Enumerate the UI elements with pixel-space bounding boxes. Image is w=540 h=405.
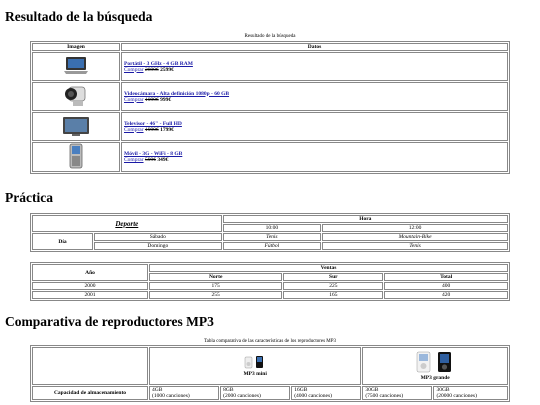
total-cell: 420 xyxy=(384,291,508,299)
activity-cell: Tenis xyxy=(223,233,322,241)
day-header: Día xyxy=(32,233,93,250)
buy-link[interactable]: Comprar xyxy=(124,96,144,103)
mp3-mini-icon xyxy=(244,355,266,369)
year-header: Año xyxy=(32,264,148,281)
mp3-comparison-table xyxy=(30,345,510,402)
sports-schedule-table xyxy=(30,213,510,252)
table-row xyxy=(32,291,508,299)
day-cell: Domingo xyxy=(94,242,222,250)
hour-header: Hora xyxy=(223,215,508,223)
product-data-cell xyxy=(121,52,508,81)
table-row xyxy=(32,233,508,241)
table-row xyxy=(32,82,508,111)
old-price: 2899€ xyxy=(144,66,159,73)
table-row xyxy=(32,282,508,290)
product-data-cell xyxy=(121,112,508,141)
mp3-grande-label: MP3 grande xyxy=(420,375,450,381)
year-cell: 2000 xyxy=(32,282,148,290)
search-results-table xyxy=(30,41,510,174)
sport-header: Deporte xyxy=(32,215,222,232)
songs-count: (2000 canciones) xyxy=(223,393,261,399)
sur-cell: 225 xyxy=(283,282,383,290)
hour-cell: 12:00 xyxy=(322,224,508,232)
buy-link[interactable]: Comprar xyxy=(124,126,144,133)
laptop-icon xyxy=(63,56,89,76)
table-row xyxy=(32,142,508,172)
column-header-norte: Norte xyxy=(149,273,282,281)
norte-cell: 175 xyxy=(149,282,282,290)
search-results-heading: Resultado de la búsqueda xyxy=(5,9,153,24)
table-row xyxy=(32,52,508,81)
product-data-cell xyxy=(121,142,508,172)
product-link[interactable]: Móvil - 3G - WiFi - 8 GB xyxy=(124,151,183,157)
capacity-cell xyxy=(291,386,361,400)
practice-heading: Práctica xyxy=(5,190,53,205)
new-price: 2599€ xyxy=(160,66,174,73)
norte-cell: 255 xyxy=(149,291,282,299)
capacity-cell xyxy=(362,386,432,400)
day-cell: Sábado xyxy=(94,233,222,241)
activity-cell: Mountain-Bike xyxy=(322,233,508,241)
product-data-cell xyxy=(121,82,508,111)
row-header-capacity: Capacidad de almacenamiento xyxy=(32,386,148,400)
sur-cell: 165 xyxy=(283,291,383,299)
column-header-sur: Sur xyxy=(283,273,383,281)
sales-table xyxy=(30,262,510,301)
sales-header: Ventas xyxy=(149,264,508,272)
column-header-data: Datos xyxy=(121,43,508,51)
old-price: 1999€ xyxy=(144,126,159,133)
hour-cell: 10:00 xyxy=(223,224,322,232)
capacity-cell xyxy=(220,386,290,400)
capacity-cell xyxy=(149,386,219,400)
activity-cell: Tenis xyxy=(322,242,508,250)
search-results-caption: Resultado de la búsqueda xyxy=(244,34,296,39)
product-link[interactable]: Portátil - 3 GHz - 4 GB RAM xyxy=(124,60,193,67)
table-row xyxy=(32,112,508,141)
phone-icon xyxy=(69,143,83,169)
capacity-value: 16GB xyxy=(294,387,308,393)
product-image-cell xyxy=(32,112,120,141)
songs-count: (1000 canciones) xyxy=(152,393,190,399)
column-header-image: Imagen xyxy=(32,43,120,51)
old-price: 1099€ xyxy=(144,96,159,103)
mp3-comparison-heading: Comparativa de reproductores MP3 xyxy=(5,314,214,329)
mp3-grande-icon xyxy=(413,351,457,373)
new-price: 1799€ xyxy=(160,126,174,133)
mp3-mini-header xyxy=(149,347,361,385)
capacity-cell xyxy=(433,386,508,400)
television-icon xyxy=(62,115,90,137)
new-price: 999€ xyxy=(160,96,172,103)
old-price: 599€ xyxy=(144,157,156,163)
capacity-value: 4GB xyxy=(152,387,163,393)
product-link[interactable]: Televisor - 46" - Full HD xyxy=(124,120,182,127)
product-image-cell xyxy=(32,142,120,172)
mp3-mini-label: MP3 mini xyxy=(243,371,267,377)
buy-link[interactable]: Comprar xyxy=(124,66,144,73)
table-row xyxy=(32,386,508,400)
songs-count: (4000 canciones) xyxy=(294,393,332,399)
empty-corner-cell xyxy=(32,347,148,385)
capacity-value: 8GB xyxy=(223,387,234,393)
total-cell: 400 xyxy=(384,282,508,290)
capacity-value: 30GB xyxy=(365,387,379,393)
mp3-grande-header xyxy=(362,347,508,385)
new-price: 349€ xyxy=(157,157,169,163)
camcorder-icon xyxy=(63,84,89,108)
product-image-cell xyxy=(32,52,120,81)
table-row xyxy=(32,242,508,250)
capacity-value: 30GB xyxy=(436,387,450,393)
songs-count: (20000 canciones) xyxy=(436,393,477,399)
mp3-table-caption: Tabla comparativa de las características de los reproductores MP3 xyxy=(203,339,337,344)
songs-count: (7500 canciones) xyxy=(365,393,404,399)
product-image-cell xyxy=(32,82,120,111)
product-link[interactable]: Videocámara - Alta definición 1080p - 60 GB xyxy=(124,90,230,97)
buy-link[interactable]: Comprar xyxy=(124,157,144,163)
year-cell: 2001 xyxy=(32,291,148,299)
activity-cell: Fútbol xyxy=(223,242,322,250)
column-header-total: Total xyxy=(384,273,508,281)
